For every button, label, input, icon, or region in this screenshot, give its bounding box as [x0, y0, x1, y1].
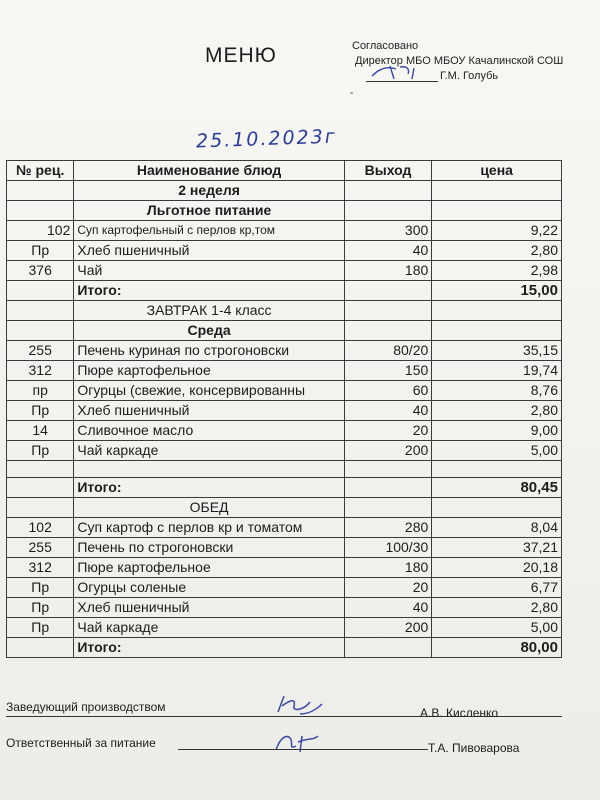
table-row	[7, 341, 562, 361]
dish-name: Чай	[74, 261, 344, 281]
dish-name: Итого:	[74, 638, 344, 658]
dish-yield: 60	[344, 381, 431, 401]
dish-yield: 280	[344, 518, 431, 538]
dish-name: Пюре картофельное	[74, 361, 344, 381]
recipe-number: 312	[7, 558, 74, 578]
dish-name: Печень куриная по строгоновски	[74, 341, 344, 361]
dish-price: 20,18	[432, 558, 562, 578]
dish-name: Льготное питание	[74, 201, 344, 221]
responsible-signature-line	[178, 749, 428, 750]
dish-yield: 40	[344, 598, 431, 618]
table-row	[7, 361, 562, 381]
table-row	[7, 441, 562, 461]
total-row	[7, 281, 562, 301]
table-row	[7, 381, 562, 401]
dish-name: ЗАВТРАК 1-4 класс	[74, 301, 344, 321]
dish-price: 2,80	[432, 241, 562, 261]
table-row	[7, 518, 562, 538]
menu-date: 25.10.2023г	[195, 125, 338, 153]
dish-yield: 150	[344, 361, 431, 381]
table-header-row	[7, 161, 562, 181]
dish-yield: 80/20	[344, 341, 431, 361]
recipe-number: Пр	[7, 598, 74, 618]
dish-price: 19,74	[432, 361, 562, 381]
dish-yield	[344, 321, 431, 341]
dish-price	[432, 301, 562, 321]
dish-price: 80,00	[432, 638, 562, 658]
table-row	[7, 221, 562, 241]
approval-signature-line	[366, 81, 438, 82]
dish-yield	[344, 461, 431, 478]
recipe-number: пр	[7, 381, 74, 401]
recipe-number	[7, 478, 74, 498]
dish-yield: 200	[344, 441, 431, 461]
dish-yield	[344, 478, 431, 498]
dish-price: 2,98	[432, 261, 562, 281]
section-row	[7, 301, 562, 321]
table-row	[7, 538, 562, 558]
dish-price	[432, 201, 562, 221]
header-dish-name: Наименование блюд	[74, 161, 344, 181]
approval-name: Г.М. Голубь	[440, 70, 499, 82]
dish-price: 9,22	[432, 221, 562, 241]
table-row	[7, 421, 562, 441]
dish-price	[432, 181, 562, 201]
approval-dash: -	[350, 88, 354, 99]
dish-name: Хлеб пшеничный	[74, 598, 344, 618]
dish-yield: 180	[344, 261, 431, 281]
recipe-number: Пр	[7, 241, 74, 261]
dish-name: Сливочное масло	[74, 421, 344, 441]
dish-yield: 40	[344, 241, 431, 261]
recipe-number: 102	[7, 221, 74, 241]
dish-yield: 200	[344, 618, 431, 638]
table-row	[7, 558, 562, 578]
recipe-number: Пр	[7, 441, 74, 461]
dish-name: Хлеб пшеничный	[74, 241, 344, 261]
recipe-number: Пр	[7, 578, 74, 598]
dish-name: Итого:	[74, 281, 344, 301]
dish-yield	[344, 638, 431, 658]
dish-price: 37,21	[432, 538, 562, 558]
recipe-number: 14	[7, 421, 74, 441]
dish-yield: 20	[344, 421, 431, 441]
dish-name: Огурцы соленые	[74, 578, 344, 598]
dish-yield	[344, 201, 431, 221]
dish-yield: 20	[344, 578, 431, 598]
approval-heading: Согласовано	[352, 40, 419, 52]
total-row	[7, 478, 562, 498]
recipe-number	[7, 201, 74, 221]
dish-name: Огурцы (свежие, консервированны	[74, 381, 344, 401]
dish-price: 8,76	[432, 381, 562, 401]
dish-yield	[344, 498, 431, 518]
menu-table-body	[7, 181, 562, 658]
dish-price: 5,00	[432, 618, 562, 638]
table-row	[7, 578, 562, 598]
dish-yield	[344, 301, 431, 321]
recipe-number: 102	[7, 518, 74, 538]
dish-name: Чай каркаде	[74, 618, 344, 638]
recipe-number	[7, 281, 74, 301]
dish-price: 15,00	[432, 281, 562, 301]
dish-yield: 180	[344, 558, 431, 578]
dish-name: Пюре картофельное	[74, 558, 344, 578]
manager-name: А.В. Кисленко	[420, 706, 499, 720]
dish-price	[432, 461, 562, 478]
total-row	[7, 638, 562, 658]
header-yield: Выход	[344, 161, 431, 181]
header-recipe-number: № рец.	[7, 161, 74, 181]
recipe-number: 376	[7, 261, 74, 281]
recipe-number: 312	[7, 361, 74, 381]
dish-price: 6,77	[432, 578, 562, 598]
dish-name: Среда	[74, 321, 344, 341]
dish-price: 5,00	[432, 441, 562, 461]
recipe-number	[7, 181, 74, 201]
dish-name: Хлеб пшеничный	[74, 401, 344, 421]
recipe-number	[7, 301, 74, 321]
responsible-label: Ответственный за питание	[6, 736, 156, 750]
dish-name: Суп картофельный с перлов кр,том	[74, 221, 344, 241]
recipe-number: Пр	[7, 618, 74, 638]
responsible-name: Т.А. Пивоварова	[428, 741, 520, 755]
dish-name	[74, 461, 344, 478]
recipe-number	[7, 321, 74, 341]
dish-yield: 300	[344, 221, 431, 241]
dish-price: 35,15	[432, 341, 562, 361]
empty-row	[7, 461, 562, 478]
table-row	[7, 598, 562, 618]
recipe-number: Пр	[7, 401, 74, 421]
section-row	[7, 201, 562, 221]
table-row	[7, 241, 562, 261]
table-row	[7, 401, 562, 421]
dish-name: Суп картоф с перлов кр и томатом	[74, 518, 344, 538]
dish-yield	[344, 281, 431, 301]
dish-price: 2,80	[432, 401, 562, 421]
dish-name: 2 неделя	[74, 181, 344, 201]
dish-yield	[344, 181, 431, 201]
manager-label: Заведующий производством	[6, 700, 166, 714]
director-signature	[366, 60, 436, 82]
dish-price: 8,04	[432, 518, 562, 538]
dish-yield: 40	[344, 401, 431, 421]
recipe-number	[7, 461, 74, 478]
table-row	[7, 618, 562, 638]
section-row	[7, 321, 562, 341]
recipe-number	[7, 498, 74, 518]
dish-name: Печень по строгоновски	[74, 538, 344, 558]
dish-name: Итого:	[74, 478, 344, 498]
recipe-number: 255	[7, 341, 74, 361]
dish-price	[432, 498, 562, 518]
section-row	[7, 181, 562, 201]
responsible-signature	[268, 728, 328, 756]
section-row	[7, 498, 562, 518]
header-price: цена	[432, 161, 562, 181]
dish-price: 80,45	[432, 478, 562, 498]
approval-position: Директор МБО МБОУ Качалинской СОШ	[355, 55, 564, 67]
dish-price	[432, 321, 562, 341]
menu-table	[6, 160, 562, 658]
recipe-number	[7, 638, 74, 658]
dish-price: 9,00	[432, 421, 562, 441]
dish-yield: 100/30	[344, 538, 431, 558]
recipe-number: 255	[7, 538, 74, 558]
page-title: МЕНЮ	[205, 44, 277, 67]
dish-price: 2,80	[432, 598, 562, 618]
table-row	[7, 261, 562, 281]
dish-name: ОБЕД	[74, 498, 344, 518]
dish-name: Чай каркаде	[74, 441, 344, 461]
